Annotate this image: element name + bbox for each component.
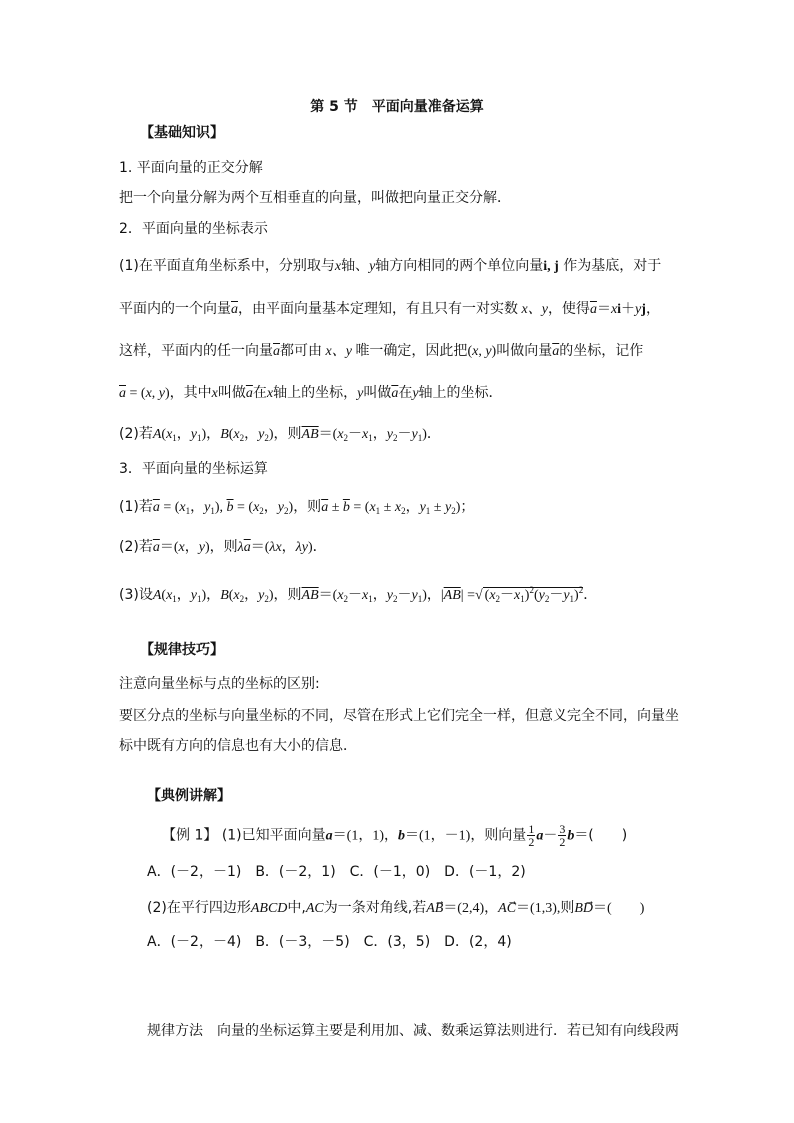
text: ，则: [293, 499, 322, 515]
example1-q2: [147, 898, 644, 919]
example1-q1-options: A．(－2，－1) B．(－2，1) C．(－1，0) D．(－1，2): [147, 864, 526, 880]
item1-body: 把一个向量分解为两个互相垂直的向量，叫做把向量正交分解．: [119, 190, 511, 206]
text: 为一条对角线,若: [323, 900, 427, 916]
math: $\overline{a}=xi+yj$，: [589, 302, 660, 317]
text: (1)在平面直角坐标系中，分别取与: [119, 258, 335, 274]
math: (x, y): [467, 344, 497, 359]
text: 轴、: [341, 258, 370, 274]
math: $\overline{a} = (x$, y): [119, 386, 170, 401]
text: 这样，平面内的任一向量: [119, 343, 273, 359]
item2-heading: 2．平面向量的坐标表示: [119, 221, 268, 237]
text: (1)已知平面向量: [221, 827, 326, 844]
text: 平面内的一个向量: [119, 301, 231, 317]
section-examples: 【典例讲解】: [147, 788, 231, 804]
item3-line2: [119, 537, 327, 558]
math: a＝(1，1)，b＝(1，－1): [325, 828, 471, 844]
text: (2)在平行四边形: [147, 900, 251, 916]
math: x、y: [322, 344, 356, 359]
example1-q1: 【例 1】 (1)已知平面向量a＝(1，1)，b＝(1，－1)，则向量 $\frac{1}{2}$ a－ $\frac{3}{2}$ b＝( ): [162, 822, 628, 849]
page-title: 第 5 节 平面向量准备运算: [310, 99, 484, 115]
math: AB⃗＝(2,4)，AC⃗＝(1,3),则BD⃗＝( ): [426, 901, 645, 916]
example-label: 【例 1】: [162, 827, 218, 844]
item2-line1: [119, 256, 661, 277]
math: $\overline{a}$: [552, 344, 560, 359]
math: y: [357, 386, 364, 401]
math: y: [412, 386, 419, 401]
math: y: [369, 259, 376, 274]
text: 轴上的坐标，: [273, 385, 358, 401]
text: 作为基底，对于: [563, 258, 662, 274]
text: 在: [252, 385, 267, 401]
text: 轴上的坐标．: [418, 385, 503, 401]
math: $\lambda\overline{a}=(\lambda x$，λy)．: [237, 540, 327, 555]
item3-heading: 3．平面向量的坐标运算: [119, 461, 268, 477]
section-basic-knowledge: 【基础知识】: [140, 125, 224, 141]
text: ，则: [273, 587, 302, 603]
item2-line5: [119, 424, 441, 445]
item3-line1: [119, 497, 474, 518]
math: $\overline{a}=(x$，y): [152, 540, 210, 555]
math: $\overline{a}$: [231, 302, 238, 317]
math: $\overline{a}$: [391, 386, 399, 401]
math: $A(x_1$，$y_1$)，$B(x_2$，$y_2$): [152, 588, 274, 604]
math: i, j: [543, 259, 559, 274]
math: x、y: [518, 302, 548, 317]
text: 叫做: [217, 385, 246, 401]
method-paragraph: 规律方法 向量的坐标运算主要是利用加、减、数乘运算法则进行．若已知有向线段两: [147, 1023, 679, 1039]
text: ，则: [209, 539, 238, 555]
text: 叫做: [363, 385, 392, 401]
math: x: [211, 386, 218, 401]
math: $\overline{a} \pm \overline{b} = (x_1 \pm x_2$，$y_1 \pm y_2$)；: [321, 500, 475, 516]
math: x: [334, 259, 342, 274]
item3-line3: [119, 585, 597, 606]
math: $A(x_1$，$y_1$)，$B(x_2$，$y_2$): [152, 427, 274, 443]
math: $\overline{a} = (x_1$，$y_1$), $\overline{b} = (x_2$，$y_2$): [152, 500, 294, 516]
math: AC: [305, 901, 324, 916]
text: 叫做向量: [496, 343, 553, 359]
text: ，其中: [169, 385, 212, 401]
text: ，由平面向量基本定理知，有且只有一对实数: [238, 301, 518, 317]
item2-line2: [119, 299, 660, 320]
text: ，使得: [547, 301, 590, 317]
tips-line1: 注意向量坐标与点的坐标的区别:: [119, 676, 320, 692]
math: $\overline{a}$: [273, 344, 280, 359]
tips-line3: 标中既有方向的信息也有大小的信息．: [119, 738, 357, 754]
fraction: $\frac{3}{2}$: [559, 822, 566, 849]
math: $\overline{AB}=(x_2-x_1$，$y_2-y_1$)．: [301, 427, 441, 443]
text: 都可由: [280, 343, 322, 359]
text: 中,: [287, 900, 306, 916]
text: ，则: [273, 426, 302, 442]
text: (2)若: [119, 426, 153, 442]
math: $\overline{a}$: [245, 386, 253, 401]
item2-line4: [119, 383, 503, 404]
fraction: $\frac{1}{2}$: [528, 822, 535, 849]
text: (1)若: [119, 499, 153, 515]
example1-q2-options: A．(－2，－4) B．(－3，－5) C．(3，5) D．(2，4): [147, 934, 512, 950]
tips-line2: 要区分点的坐标与向量坐标的不同，尽管在形式上它们完全一样，但意义完全不同，向量坐: [119, 708, 679, 724]
text: 唯一确定，因此把: [355, 343, 468, 359]
math: ABCD: [250, 901, 288, 916]
section-tips: 【规律技巧】: [140, 642, 224, 658]
math: $\overline{AB}=(x_2-x_1$，$y_2-y_1$)，$|\overline{AB}|$ =√ $(x_2-x_1)^2(y_2-y_1)^2$．: [301, 585, 598, 604]
text: (3)设: [119, 587, 153, 603]
text: (2)若: [119, 539, 153, 555]
item2-line3: [119, 341, 643, 362]
text: 的坐标，记作: [559, 343, 644, 359]
item1-heading: 1. 平面向量的正交分解: [119, 160, 263, 176]
text: 轴方向相同的两个单位向量: [375, 258, 544, 274]
text: ，则向量: [470, 827, 527, 844]
text: 在: [398, 385, 413, 401]
math: x: [266, 386, 274, 401]
